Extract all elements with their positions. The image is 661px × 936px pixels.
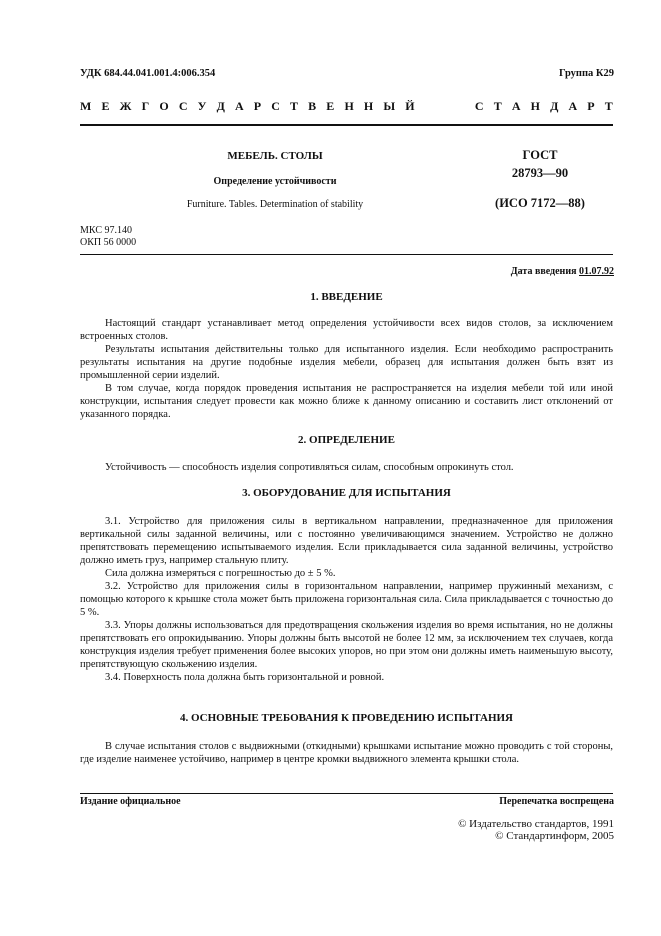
paragraph: 3.4. Поверхность пола должна быть горизонтальной и ровной. bbox=[105, 672, 385, 683]
banner-letter: Т bbox=[604, 99, 613, 113]
paragraph: В случае испытания столов с выдвижными (откидными) крышками испытание можно проводить с той стороны, где изделие наименее устойчиво, например в центре кромки выдвижного элемента крышки стола. bbox=[80, 741, 613, 765]
paragraph: 3.1. Устройство для приложения силы в вертикальном направлении, предназначенное для приложения вертикальной силы заданной величины, или с постоянно увеличивающимся значением. Устройство не должно препятствовать перемещению испытываемого изделия. Если прикладывается сила заданной величины, устройство должно иметь груз, например стальную плиту. bbox=[80, 516, 613, 566]
paragraph: Устойчивость — способность изделия сопротивляться силам, способным опрокинуть стол. bbox=[105, 462, 514, 473]
mks-code: МКС 97.140 bbox=[80, 225, 132, 236]
section-4-heading: 4. ОСНОВНЫЕ ТРЕБОВАНИЯ К ПРОВЕДЕНИЮ ИСПЫТАНИЯ bbox=[179, 712, 514, 724]
banner-letter: С bbox=[474, 99, 484, 113]
copyright-line: © Издательство стандартов, 1991 bbox=[458, 818, 614, 830]
section-2-heading: 2. ОПРЕДЕЛЕНИЕ bbox=[298, 434, 395, 446]
paragraph: Сила должна измеряться с погрешностью до ± 5 %. bbox=[105, 568, 336, 579]
banner-letter: Ы bbox=[383, 99, 396, 113]
banner-letter: Д bbox=[550, 99, 559, 113]
document-subtitle: Определение устойчивости bbox=[213, 176, 337, 187]
copyright-line: © Стандартинформ, 2005 bbox=[495, 830, 614, 842]
paragraph: Настоящий стандарт устанавливает метод определения устойчивости всех видов столов, за исключением встроенных столов. bbox=[80, 318, 613, 342]
banner-gap bbox=[425, 99, 465, 114]
banner-letter: А bbox=[511, 99, 521, 113]
banner-letter: Н bbox=[344, 99, 354, 113]
okp-code: ОКП 56 0000 bbox=[80, 237, 137, 248]
banner-letter: Е bbox=[101, 99, 110, 113]
section-3-heading: 3. ОБОРУДОВАНИЕ ДЛЯ ИСПЫТАНИЯ bbox=[242, 487, 451, 499]
banner-letter: Д bbox=[216, 99, 225, 113]
banner-letter: О bbox=[159, 99, 169, 113]
banner-letter: С bbox=[178, 99, 188, 113]
document-title: МЕБЕЛЬ. СТОЛЫ bbox=[227, 150, 323, 162]
footer-rule bbox=[80, 793, 613, 794]
banner-letter: Н bbox=[363, 99, 374, 113]
section-1-heading: 1. ВВЕДЕНИЕ bbox=[310, 291, 383, 303]
banner-letter: В bbox=[308, 99, 317, 113]
banner-letter: А bbox=[234, 99, 244, 113]
udk-code: УДК 684.44.041.001.4:006.354 bbox=[80, 68, 216, 79]
banner-letter: Ж bbox=[119, 99, 132, 113]
banner-letter: М bbox=[80, 99, 92, 113]
banner-letter: Р bbox=[587, 99, 595, 113]
paragraph: Результаты испытания действительны только для испытанного изделия. Если необходимо распространить результаты испытания на другие подобные изделия мебели, образец для испытания должен быть взят из промышленной серии изделий. bbox=[80, 344, 613, 381]
classification-codes bbox=[80, 225, 136, 249]
english-title: Furniture. Tables. Determination of stability bbox=[186, 199, 364, 210]
section-3-body bbox=[80, 515, 613, 684]
gost-designation bbox=[470, 146, 610, 182]
official-edition: Издание официальное bbox=[80, 796, 181, 807]
paragraph: В том случае, когда порядок проведения испытания не распространяется на изделия мебели той или иной конструкции, испытания следует провести как можно ближе к данному описанию и составить лист отклонений от указанного порядка. bbox=[80, 383, 613, 420]
banner-letter: Е bbox=[326, 99, 335, 113]
iso-reference: (ИСО 7172—88) bbox=[495, 196, 585, 210]
interstate-standard-banner bbox=[80, 99, 613, 114]
banner-letter: Й bbox=[405, 99, 415, 113]
reprint-notice: Перепечатка воспрещена bbox=[499, 796, 614, 807]
banner-letter: Т bbox=[290, 99, 299, 113]
intro-date-label: Дата введения bbox=[510, 266, 577, 277]
banner-letter: С bbox=[271, 99, 280, 113]
section-1-body bbox=[80, 317, 613, 421]
paragraph: 3.2. Устройство для приложения силы в горизонтальном направлении, например пружинный механизм, с помощью которого к крышке стола может быть приложена горизонтальная сила. Сила прикладывается с точностью до 5 %. bbox=[80, 581, 613, 618]
gost-number: 28793—90 bbox=[511, 166, 569, 180]
banner-letter: Н bbox=[530, 99, 540, 113]
banner-letter: Р bbox=[253, 99, 262, 113]
copyright-block bbox=[458, 818, 614, 842]
intro-date-value: 01.07.92 bbox=[579, 266, 614, 277]
introduction-date bbox=[511, 266, 614, 277]
gost-label: ГОСТ bbox=[522, 148, 558, 162]
paragraph: 3.3. Упоры должны использоваться для предотвращения скольжения изделия во время испытания, но не должны препятствовать его опрокидыванию. Упоры должны быть высотой не более 12 мм, за исключением тех случаев, когда конструкция изделия требует применения более высоких упоров, но при этом они должны иметь наименьшую высоту, препятствующую скольжению изделия. bbox=[80, 620, 613, 670]
banner-letter: Г bbox=[141, 99, 150, 113]
banner-letter: Т bbox=[493, 99, 502, 113]
banner-letter: У bbox=[197, 99, 207, 113]
header-rule bbox=[80, 124, 613, 126]
section-4-body bbox=[80, 740, 613, 766]
group-code: Группа К29 bbox=[558, 68, 614, 79]
title-rule bbox=[80, 254, 613, 255]
banner-letter: А bbox=[568, 99, 578, 113]
section-2-body bbox=[80, 461, 613, 474]
